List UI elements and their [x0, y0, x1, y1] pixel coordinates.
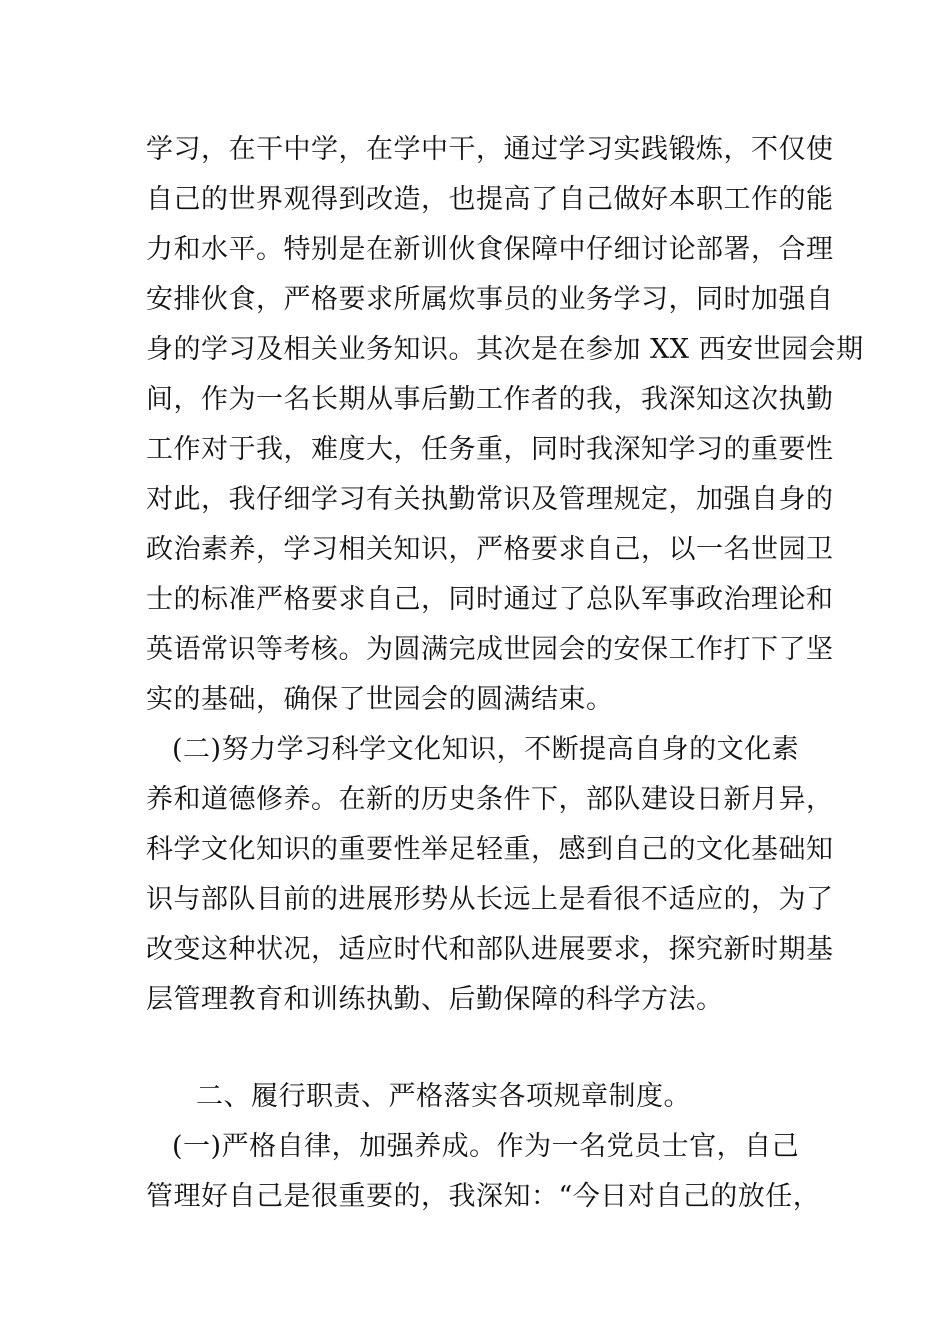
- text-line: 士的标准严格要求自己，同时通过了总队军事政治理论和: [146, 584, 834, 615]
- text-line: (一)严格自律，加强养成。作为一名党员士官，自己: [172, 1131, 800, 1162]
- text-line: 安排伙食，严格要求所属炊事员的业务学习，同时加强自: [146, 284, 834, 315]
- section-heading: 二、履行职责、严格落实各项规章制度。: [196, 1081, 691, 1112]
- text-line: 对此，我仔细学习有关执勤常识及管理规定，加强自身的: [146, 484, 834, 515]
- text-line: 自己的世界观得到改造，也提高了自己做好本职工作的能: [146, 184, 834, 215]
- text-line: 工作对于我，难度大，任务重，同时我深知学习的重要性: [146, 434, 834, 465]
- text-line: 科学文化知识的重要性举足轻重，感到自己的文化基础知: [146, 834, 834, 865]
- text-line: 实的基础，确保了世园会的圆满结束。: [146, 684, 614, 715]
- text-line: 管理好自己是很重要的，我深知：“今日对自己的放任，: [146, 1181, 821, 1212]
- text-line: 间，作为一名长期从事后勤工作者的我，我深知这次执勤: [146, 384, 834, 415]
- text-line: 英语常识等考核。为圆满完成世园会的安保工作打下了坚: [146, 634, 834, 665]
- text-line: 养和道德修养。在新的历史条件下，部队建设日新月异，: [146, 784, 834, 815]
- text-line: 政治素养，学习相关知识，严格要求自己，以一名世园卫: [146, 534, 834, 565]
- text-line: 力和水平。特别是在新训伙食保障中仔细讨论部署，合理: [146, 234, 834, 265]
- text-line: 改变这种状况，适应时代和部队进展要求，探究新时期基: [146, 934, 834, 965]
- text-line: 学习，在干中学，在学中干，通过学习实践锻炼，不仅使: [146, 134, 834, 165]
- text-line: 身的学习及相关业务知识。其次是在参加 XX 西安世园会期: [146, 334, 864, 365]
- text-line: 层管理教育和训练执勤、后勤保障的科学方法。: [146, 984, 724, 1015]
- text-line: 识与部队目前的进展形势从长远上是看很不适应的，为了: [146, 884, 834, 915]
- text-line: (二)努力学习科学文化知识，不断提高自身的文化素: [172, 734, 800, 765]
